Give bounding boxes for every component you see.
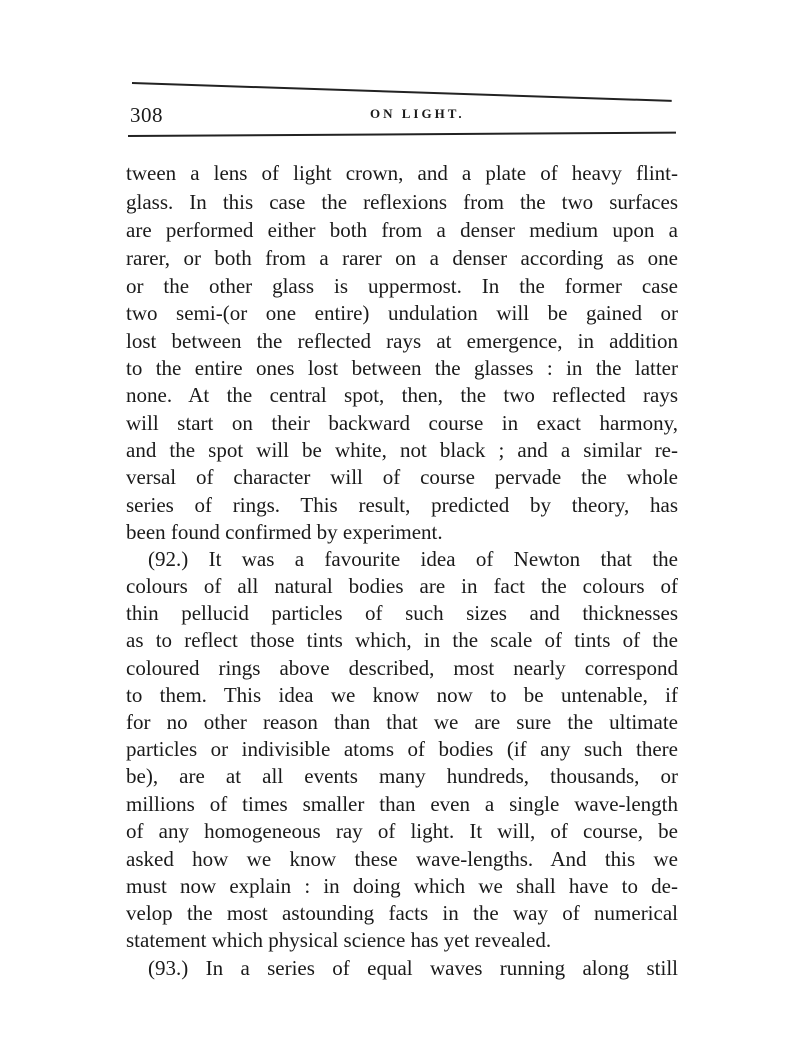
text-line: velop the most astounding facts in the way of numerical bbox=[126, 901, 678, 925]
text-line: be), are at all events many hundreds, thousands, or bbox=[126, 764, 678, 788]
text-line: rarer, or both from a rarer on a denser according as one bbox=[126, 246, 678, 270]
paragraph-92-start: (92.) It was a favourite idea of Newton that the bbox=[148, 547, 678, 571]
text-line: glass. In this case the reflexions from the two surfaces bbox=[126, 190, 678, 214]
text-line: to them. This idea we know now to be untenable, if bbox=[126, 683, 678, 707]
page-number: 308 bbox=[130, 103, 163, 127]
text-line: been found confirmed by experiment. bbox=[126, 520, 443, 544]
text-line: series of rings. This result, predicted by theory, has bbox=[126, 493, 678, 517]
text-line: two semi-(or one entire) undulation will be gained or bbox=[126, 301, 678, 325]
text-line: are performed either both from a denser medium upon a bbox=[126, 218, 678, 242]
text-line: coloured rings above described, most nearly correspond bbox=[126, 656, 678, 680]
text-line: thin pellucid particles of such sizes and thicknesses bbox=[126, 601, 678, 625]
text-line: none. At the central spot, then, the two reflected rays bbox=[126, 383, 678, 407]
text-line: must now explain : in doing which we shall have to de- bbox=[126, 874, 678, 898]
text-line: colours of all natural bodies are in fact the colours of bbox=[126, 574, 678, 598]
running-head: ON LIGHT. bbox=[370, 106, 465, 121]
text-line: millions of times smaller than even a single wave-length bbox=[126, 792, 678, 816]
text-line: will start on their backward course in exact harmony, bbox=[126, 411, 678, 435]
text-line: asked how we know these wave-lengths. And this we bbox=[126, 847, 678, 871]
text-line: as to reflect those tints which, in the scale of tints of the bbox=[126, 628, 678, 652]
text-line: particles or indivisible atoms of bodies (if any such there bbox=[126, 737, 678, 761]
text-line: statement which physical science has yet revealed. bbox=[126, 928, 552, 952]
text-line: tween a lens of light crown, and a plate of heavy flint- bbox=[126, 161, 678, 185]
paragraph-93-start: (93.) In a series of equal waves running along still bbox=[148, 956, 678, 980]
text-line: to the entire ones lost between the glasses : in the latter bbox=[126, 356, 678, 380]
text-line: for no other reason than that we are sure the ultimate bbox=[126, 710, 678, 734]
text-line: of any homogeneous ray of light. It will, of course, be bbox=[126, 819, 678, 843]
text-line: lost between the reflected rays at emergence, in addition bbox=[126, 329, 678, 353]
text-line: or the other glass is uppermost. In the former case bbox=[126, 274, 678, 298]
text-line: and the spot will be white, not black ; and a similar re- bbox=[126, 438, 678, 462]
text-line: versal of character will of course pervade the whole bbox=[126, 465, 678, 489]
